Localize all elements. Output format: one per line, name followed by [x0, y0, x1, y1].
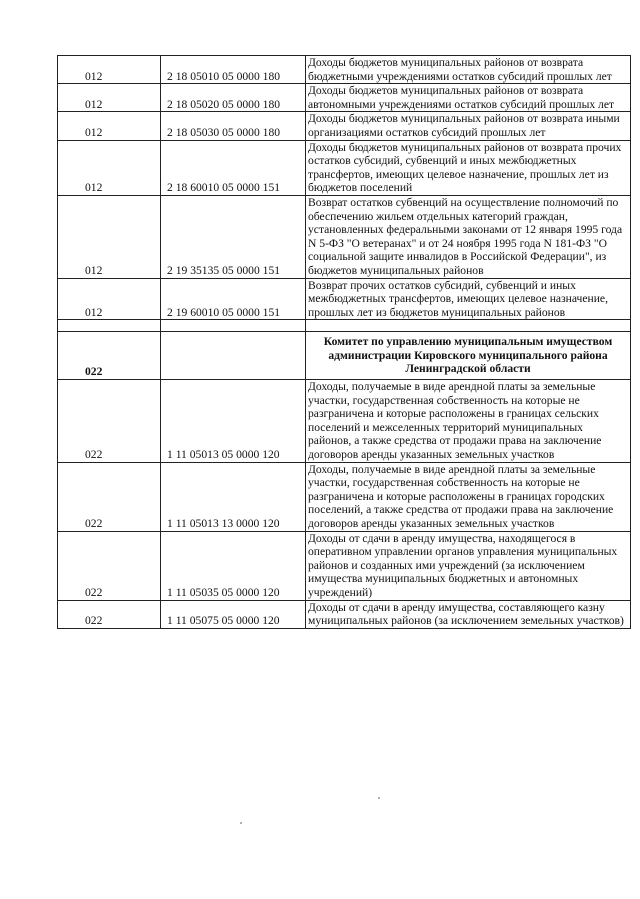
- table-row: [58, 56, 631, 84]
- revenue-name: Доходы бюджетов муниципальных районов от возврата прочих остатков субсидий, субвенций и иных межбюджетных трансфертов, имеющих целевое назначение, прошлых лет из бюджетов поселений: [306, 140, 631, 195]
- admin-code: 022: [58, 332, 161, 380]
- table-row: [58, 112, 631, 140]
- admin-code: 022: [58, 600, 161, 628]
- table-row: [58, 531, 631, 600]
- budget-classification-code: [161, 332, 306, 380]
- budget-classification-code: 2 19 35135 05 0000 151: [161, 195, 306, 278]
- budget-classification-code: 1 11 05075 05 0000 120: [161, 600, 306, 628]
- administrator-name: Комитет по управлению муниципальным имуществом администрации Кировского муниципального района Ленинградской области: [306, 332, 631, 380]
- revenue-name: Доходы бюджетов муниципальных районов от возврата иными организациями остатков субсидий прошлых лет: [306, 112, 631, 140]
- empty-cell: [306, 320, 631, 332]
- budget-classification-code: 2 18 05030 05 0000 180: [161, 112, 306, 140]
- scan-speck: [378, 797, 380, 799]
- section-header-row: [58, 332, 631, 380]
- scan-speck: [240, 822, 242, 824]
- budget-classification-code: 2 18 60010 05 0000 151: [161, 140, 306, 195]
- table-row: [58, 600, 631, 628]
- revenue-codes-table: [57, 55, 631, 629]
- budget-classification-code: 1 11 05013 13 0000 120: [161, 462, 306, 531]
- admin-code: 022: [58, 380, 161, 463]
- admin-code: 012: [58, 278, 161, 320]
- table-row: [58, 380, 631, 463]
- budget-classification-code: 1 11 05013 05 0000 120: [161, 380, 306, 463]
- table-row: [58, 195, 631, 278]
- revenue-name: Возврат остатков субвенций на осуществление полномочий по обеспечению жильем отдельных категорий граждан, установленных федеральными законами от 12 января 1995 года N 5-ФЗ "О ветеранах" и от 24 ноября 1995 года N 181-ФЗ "О социальной защите инвалидов в Российской Федерации", из бюджетов муниципальных районов: [306, 195, 631, 278]
- table-row: [58, 84, 631, 112]
- admin-code: 012: [58, 84, 161, 112]
- revenue-name: Доходы, получаемые в виде арендной платы за земельные участки, государственная собственность на которые не разграничена и которые расположены в границах сельских поселений и межселенных территорий муниципальных районов, а также средства от продажи права на заключение договоров аренды указанных земельных участков: [306, 380, 631, 463]
- revenue-name: Доходы бюджетов муниципальных районов от возврата автономными учреждениями остатков субсидий прошлых лет: [306, 84, 631, 112]
- table-row: [58, 140, 631, 195]
- budget-classification-code: 2 18 05010 05 0000 180: [161, 56, 306, 84]
- admin-code: 012: [58, 140, 161, 195]
- admin-code: 012: [58, 195, 161, 278]
- revenue-name: Возврат прочих остатков субсидий, субвенций и иных межбюджетных трансфертов, имеющих целевое назначение, прошлых лет из бюджетов муниципальных районов: [306, 278, 631, 320]
- admin-code: 012: [58, 112, 161, 140]
- admin-code: 012: [58, 56, 161, 84]
- empty-row: [58, 320, 631, 332]
- admin-code: 022: [58, 462, 161, 531]
- revenue-name: Доходы, получаемые в виде арендной платы за земельные участки, государственная собственность на которые не разграничена и которые расположены в границах городских поселений, а также средства от продажи права на заключение договоров аренды указанных земельных участков: [306, 462, 631, 531]
- empty-cell: [58, 320, 161, 332]
- empty-cell: [161, 320, 306, 332]
- budget-classification-code: 2 18 05020 05 0000 180: [161, 84, 306, 112]
- budget-classification-code: 1 11 05035 05 0000 120: [161, 531, 306, 600]
- revenue-name: Доходы бюджетов муниципальных районов от возврата бюджетными учреждениями остатков субсидий прошлых лет: [306, 56, 631, 84]
- revenue-name: Доходы от сдачи в аренду имущества, находящегося в оперативном управлении органов управления муниципальных районов и созданных ими учреждений (за исключением имущества муниципальных бюджетных и автономных учреждений): [306, 531, 631, 600]
- admin-code: 022: [58, 531, 161, 600]
- budget-classification-code: 2 19 60010 05 0000 151: [161, 278, 306, 320]
- table-row: [58, 462, 631, 531]
- table-row: [58, 278, 631, 320]
- revenue-name: Доходы от сдачи в аренду имущества, составляющего казну муниципальных районов (за исключением земельных участков): [306, 600, 631, 628]
